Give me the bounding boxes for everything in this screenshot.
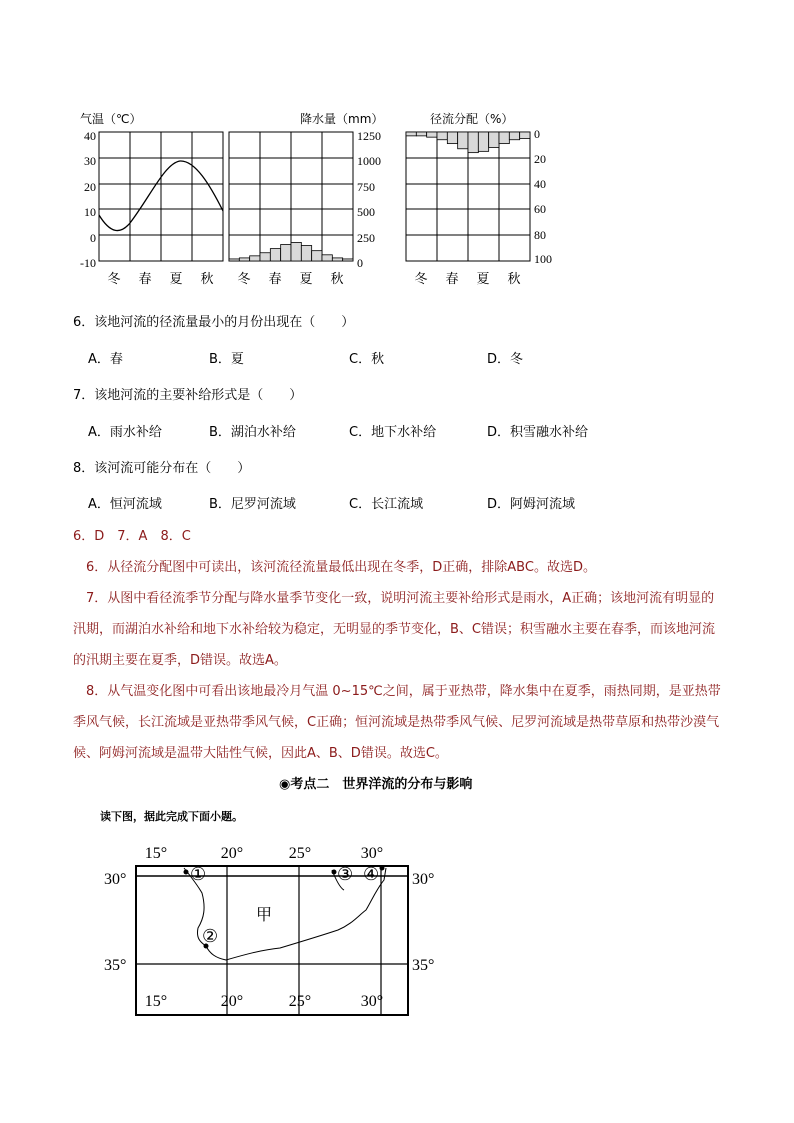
question-6-option-d[interactable]: D．冬 <box>487 352 524 367</box>
temperature-tick: 20 <box>84 180 96 194</box>
temperature-grid <box>99 132 223 261</box>
runoff-bar <box>520 132 530 138</box>
answer-explanation-6: 6．从径流分配图中可读出，该河流径流量最低出现在冬季，D正确，排除ABC。故选D。 <box>86 560 596 575</box>
precipitation-tick: 1250 <box>357 129 381 143</box>
runoff-bars <box>406 132 530 153</box>
lon-top-label: 30° <box>360 845 384 862</box>
runoff-bar <box>489 132 499 147</box>
runoff-bar <box>509 132 519 140</box>
runoff-tick: 60 <box>534 202 546 216</box>
marker-2: ② <box>202 926 219 946</box>
lon-top-label: 25° <box>288 845 312 862</box>
answer-explanation-7: 7．从图中看径流季节分配与降水量季节变化一致，说明河流主要补给形式是雨水，A正确；该地河流有明显的汛期，而湖泊水补给和地下水补给较为稳定，无明显的季节变化，B、C错误；积雪融水主要在春季，而该地河流的汛期主要在夏季，D错误。故选A。 <box>73 591 715 668</box>
temperature-tick: 30 <box>84 154 96 168</box>
precipitation-bar <box>281 244 291 261</box>
runoff-tick: 100 <box>534 252 552 266</box>
runoff-xlabel: 夏 <box>476 271 490 286</box>
precipitation-bar <box>239 258 249 261</box>
precipitation-bar <box>301 246 311 261</box>
precipitation-bar <box>229 259 239 261</box>
runoff-bar <box>437 132 447 140</box>
marker-4: ④ <box>363 864 380 884</box>
lon-bottom-label: 20° <box>220 993 244 1010</box>
lat-left-label: 35° <box>104 957 127 974</box>
lon-top-label: 15° <box>144 845 168 862</box>
question-8-option-a[interactable]: A．恒河流域 <box>88 497 162 512</box>
question-6-stem: 6．该地河流的径流量最小的月份出现在（ ） <box>73 315 355 330</box>
runoff-chart <box>406 111 552 286</box>
question-6-option-b[interactable]: B．夏 <box>209 352 244 367</box>
lon-bottom-label: 30° <box>360 993 384 1010</box>
temperature-chart <box>80 111 223 286</box>
precipitation-grid <box>229 132 353 261</box>
lat-right-label: 30° <box>412 871 435 888</box>
marker-1: ① <box>190 864 207 884</box>
temperature-tick: 10 <box>84 205 96 219</box>
temperature-title: 气温（℃） <box>80 112 142 126</box>
runoff-bar <box>416 132 426 136</box>
precipitation-bar <box>291 242 301 261</box>
question-8-option-d[interactable]: D．阿姆河流域 <box>487 497 576 512</box>
runoff-xlabel: 冬 <box>414 271 428 286</box>
precipitation-tick: 500 <box>357 205 375 219</box>
climate-charts <box>70 105 570 295</box>
lon-top-label: 20° <box>220 845 244 862</box>
runoff-tick: 20 <box>534 152 546 166</box>
precipitation-tick: 250 <box>357 231 375 245</box>
temperature-tick: 0 <box>90 231 96 245</box>
question-8-option-b[interactable]: B．尼罗河流域 <box>209 497 296 512</box>
answer-explanation-8: 8．从气温变化图中可看出该地最冷月气温 0~15℃之间，属于亚热带，降水集中在夏季，雨热同期，是亚热带季风气候，长江流域是亚热带季风气候，C正确；恒河流域是热带季风气候、尼罗河流域是热带草原和热带沙漠气候、阿姆河流域是温带大陆性气候，因此A、B、D错误。故选C。 <box>73 684 721 761</box>
runoff-bar <box>499 132 509 144</box>
precipitation-tick: 1000 <box>357 154 381 168</box>
precipitation-bars <box>229 242 353 261</box>
region-label: 甲 <box>255 905 273 924</box>
question-7-option-a[interactable]: A．雨水补给 <box>88 425 162 440</box>
precipitation-xlabel: 秋 <box>330 271 344 286</box>
question-8-option-c[interactable]: C．长江流域 <box>349 497 424 512</box>
lat-left-label: 30° <box>104 871 127 888</box>
temperature-tick: -10 <box>80 256 96 270</box>
section-intro: 读下图，据此完成下面小题。 <box>100 810 243 823</box>
precipitation-xlabel: 冬 <box>237 271 251 286</box>
runoff-bar <box>458 132 468 149</box>
precipitation-bar <box>250 256 260 261</box>
question-7-stem: 7．该地河流的主要补给形式是（ ） <box>73 388 303 403</box>
runoff-bar <box>406 132 416 136</box>
lon-bottom-label: 25° <box>288 993 312 1010</box>
runoff-tick: 40 <box>534 177 546 191</box>
question-7-option-b[interactable]: B．湖泊水补给 <box>209 425 296 440</box>
precipitation-bar <box>270 249 280 261</box>
precipitation-chart <box>229 111 383 286</box>
temperature-tick: 40 <box>84 129 96 143</box>
coastline <box>184 868 386 960</box>
africa-south-map <box>100 838 450 1018</box>
runoff-bar <box>468 132 478 153</box>
runoff-bar <box>478 132 488 151</box>
runoff-xlabel: 秋 <box>507 271 521 286</box>
runoff-bar <box>447 132 457 144</box>
lat-right-label: 35° <box>412 957 435 974</box>
precipitation-title: 降水量（mm） <box>300 112 384 126</box>
temperature-xlabel: 夏 <box>169 271 183 286</box>
lon-bottom-label: 15° <box>144 993 168 1010</box>
precipitation-bar <box>322 255 332 261</box>
precipitation-bar <box>312 251 322 261</box>
precipitation-tick: 750 <box>357 180 375 194</box>
question-6-option-a[interactable]: A．春 <box>88 352 123 367</box>
temperature-xlabel: 冬 <box>107 271 121 286</box>
runoff-tick: 80 <box>534 228 546 242</box>
section-title: ◉考点二 世界洋流的分布与影响 <box>279 777 473 792</box>
runoff-xlabel: 春 <box>445 271 459 286</box>
precipitation-xlabel: 夏 <box>299 271 313 286</box>
answer-key: 6．D 7．A 8．C <box>73 529 191 544</box>
question-6-option-c[interactable]: C．秋 <box>349 352 385 367</box>
marker-3: ③ <box>337 864 354 884</box>
precipitation-bar <box>332 258 342 261</box>
question-7-option-d[interactable]: D．积雪融水补给 <box>487 425 589 440</box>
runoff-tick: 0 <box>534 127 540 141</box>
precipitation-bar <box>260 253 270 261</box>
runoff-bar <box>427 132 437 137</box>
precipitation-xlabel: 春 <box>268 271 282 286</box>
runoff-title: 径流分配（%） <box>430 112 514 126</box>
temperature-xlabel: 春 <box>138 271 152 286</box>
question-8-stem: 8．该河流可能分布在（ ） <box>73 461 251 476</box>
temperature-xlabel: 秋 <box>200 271 214 286</box>
answer-block <box>73 521 723 769</box>
precipitation-bar <box>343 259 353 261</box>
question-7-option-c[interactable]: C．地下水补给 <box>349 425 437 440</box>
precipitation-tick: 0 <box>357 256 363 270</box>
